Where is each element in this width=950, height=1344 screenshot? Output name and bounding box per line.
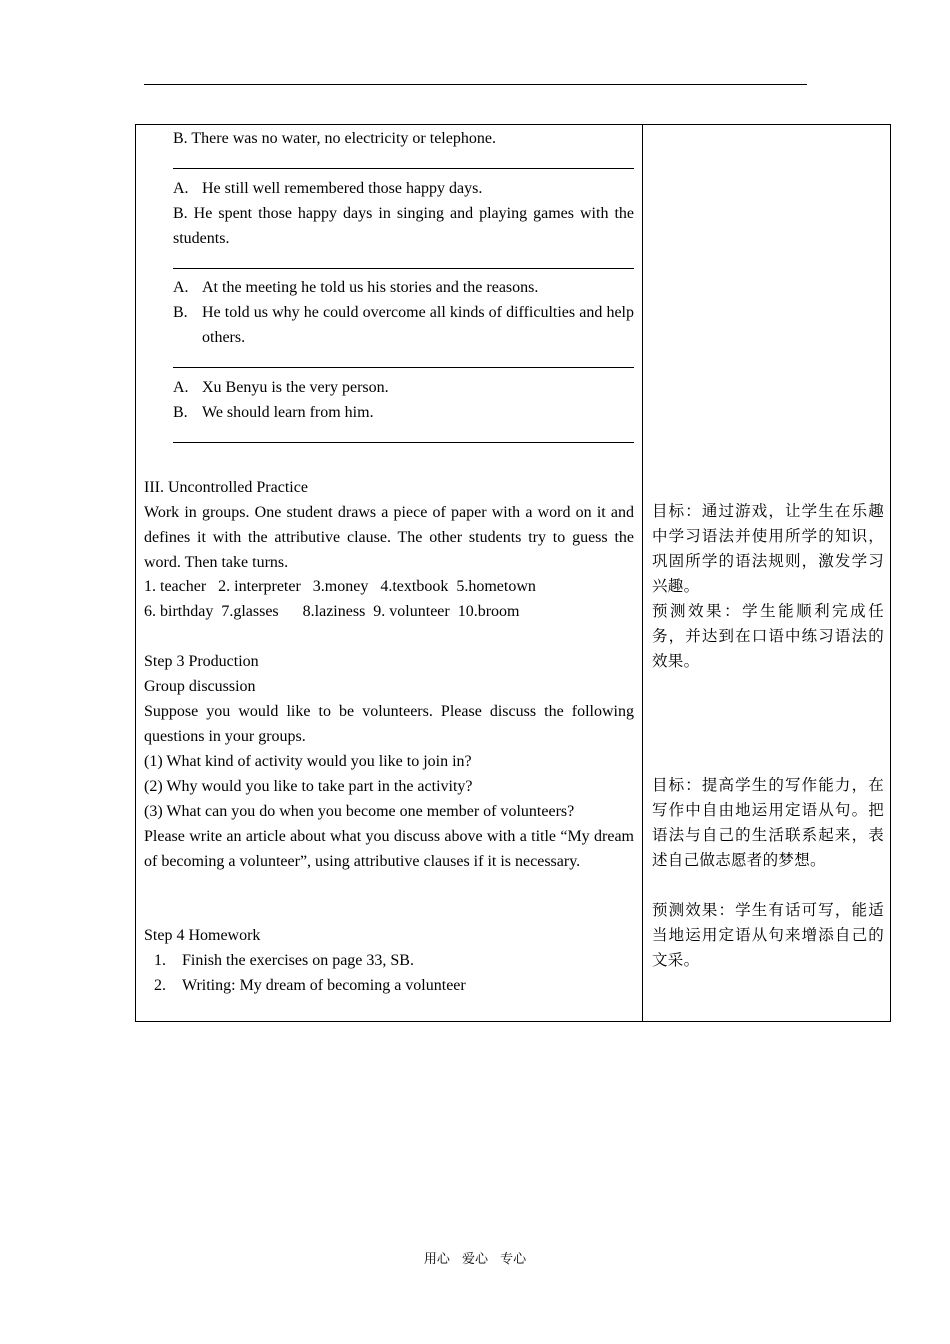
homework-heading: Step 4 Homework <box>144 927 261 944</box>
answer-blank-3 <box>173 367 634 368</box>
production-subheading: Group discussion <box>144 678 256 695</box>
homework-item-number: 1. <box>154 952 166 969</box>
question-3: (3) What can you do when you become one member of volunteers? <box>144 803 575 820</box>
homework-item-text: Writing: My dream of becoming a volunteer <box>182 977 466 994</box>
group4-option-a <box>173 375 389 400</box>
option-label: A. <box>173 379 189 396</box>
homework-item-text: Finish the exercises on page 33, SB. <box>182 952 414 969</box>
goal-note-2: 目标：提高学生的写作能力，在写作中自由地运用定语从句。把语法与自己的生活联系起来，表述自己做志愿者的梦想。 <box>652 776 884 869</box>
group3-option-b: He told us why he could overcome all kinds of difficulties and help others. <box>202 304 634 346</box>
answer-blank-2 <box>173 268 634 269</box>
answer-blank-4 <box>173 442 634 443</box>
option-text: We should learn from him. <box>202 404 374 421</box>
uncontrolled-instructions: Work in groups. One student draws a piece of paper with a word on it and defines it with the attributive clause. The other students try to guess the word. Then take turns. <box>144 504 634 571</box>
group3-option-a <box>173 275 538 300</box>
header-rule <box>144 84 807 85</box>
question-2: (2) Why would you like to take part in the activity? <box>144 778 473 795</box>
option-text: He still well remembered those happy days. <box>202 180 483 197</box>
page-footer: 用心 爱心 专心 <box>423 1252 527 1267</box>
uncontrolled-heading: III. Uncontrolled Practice <box>144 479 308 496</box>
production-heading: Step 3 Production <box>144 653 259 670</box>
option-label: A. <box>173 180 189 197</box>
group1-option-b: B. There was no water, no electricity or telephone. <box>173 130 496 147</box>
homework-item <box>154 948 414 973</box>
question-1: (1) What kind of activity would you like to join in? <box>144 753 472 770</box>
word-list-line1: 1. teacher 2. interpreter 3.money 4.textbook 5.hometown <box>144 578 536 595</box>
option-label: B. <box>173 404 188 421</box>
effect-note-2: 预测效果：学生有话可写，能适当地运用定语从句来增添自己的文采。 <box>652 901 884 969</box>
column-divider <box>642 125 643 1021</box>
option-text: Xu Benyu is the very person. <box>202 379 389 396</box>
group4-option-b <box>173 400 374 425</box>
lesson-plan-table <box>135 124 891 1022</box>
goal-note-1: 目标：通过游戏，让学生在乐趣中学习语法并使用所学的知识，巩固所学的语法规则，激发学习兴趣。 <box>652 502 884 595</box>
option-label: A. <box>173 279 189 296</box>
group3-option-b-label: B. <box>173 304 188 321</box>
homework-item-number: 2. <box>154 977 166 994</box>
group2-option-b: B. He spent those happy days in singing and playing games with the students. <box>173 205 634 247</box>
answer-blank-1 <box>173 168 634 169</box>
homework-item <box>154 973 466 998</box>
option-text: At the meeting he told us his stories and the reasons. <box>202 279 539 296</box>
word-list-line2: 6. birthday 7.glasses 8.laziness 9. volunteer 10.broom <box>144 603 520 620</box>
writing-task: Please write an article about what you discuss above with a title “My dream of becoming a volunteer”, using attributive clauses if it is necessary. <box>144 828 634 870</box>
group2-option-a <box>173 176 482 201</box>
production-intro: Suppose you would like to be volunteers. Please discuss the following questions in your groups. <box>144 703 634 745</box>
effect-note-1: 预测效果：学生能顺利完成任务，并达到在口语中练习语法的效果。 <box>652 602 884 670</box>
